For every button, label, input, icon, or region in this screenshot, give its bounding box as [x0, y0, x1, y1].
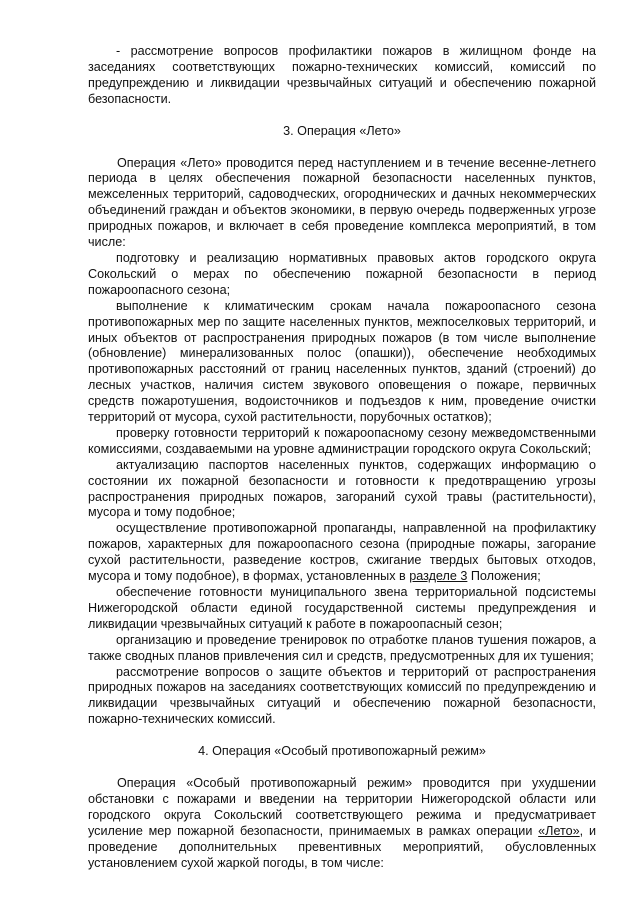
- section-3-item: выполнение к климатическим срокам начала пожароопасного сезона противопожарных мер по защите населенных пунктов, межпоселковых территорий, и иных объектов от распространения природных пожаров (в том числе выполнение (обновление) минерализованных полос (опашки)), обеспечение необходимых противопожарных расстояний от границ населенных пунктов, зданий (строений) до лесных участков, наличия систем звукового оповещения о пожаре, первичных средств пожаротушения, водоисточников и подъездов к ним, проведение очистки территорий от мусора, сухой растительности, порубочных остатков);: [88, 298, 596, 425]
- section-4-intro: [88, 776, 596, 871]
- propaganda-text-end: Положения;: [467, 569, 541, 584]
- propaganda-text-start: осуществление противопожарной пропаганды, направленной на профилактику пожаров, характерных для пожароопасного сезона (природные пожары, загорание сухой растительности, разведение костров, сжигание твердых бытовых отходов, мусора и тому подобное), в формах, установленных в: [88, 521, 596, 584]
- document-page: [88, 44, 596, 872]
- section-3-heading: 3. Операция «Лето»: [283, 123, 401, 138]
- section-3-intro: Операция «Лето» проводится перед наступлением и в течение весенне-летнего периода в целях обеспечения пожарной безопасности населенных пунктов, межселенных территорий, садоводческих, огороднических и дачных некоммерческих объединений граждан и объектов экономики, в первую очередь подверженных угрозе природных пожаров, и включает в себя проведение комплекса мероприятий, в том числе:: [88, 155, 596, 250]
- section-3-reference-link[interactable]: разделе 3: [409, 569, 468, 584]
- section-4-heading: 4. Операция «Особый противопожарный режим»: [198, 744, 486, 759]
- section-3-item: подготовку и реализацию нормативных правовых актов городского округа Сокольский о мерах по обеспечению пожарной безопасности в период пожароопасного сезона;: [88, 250, 596, 297]
- section-3-item: актуализацию паспортов населенных пунктов, содержащих информацию о состоянии их пожарной безопасности и готовности к предотвращению угрозы распространения природных пожаров, загораний сухой травы (растительности), мусора и тому подобное;: [88, 457, 596, 520]
- intro-list-item: - рассмотрение вопросов профилактики пожаров в жилищном фонде на заседаниях соответствующих пожарно-технических комиссий, комиссий по предупреждению и ликвидации чрезвычайных ситуаций и обеспечению пожарной безопасности.: [88, 44, 596, 106]
- section-4-intro-end: , и проведение дополнительных превентивных мероприятий, обусловленных установлением сухой жаркой погоды, в том числе:: [88, 823, 596, 870]
- operation-leto-link[interactable]: «Лето»: [538, 823, 580, 838]
- section-3-item: рассмотрение вопросов о защите объектов и территорий от распространения природных пожаров на заседаниях соответствующих комиссий по предупреждению и ликвидации чрезвычайных ситуаций и обеспечению пожарной безопасности, пожарно-технических комиссий.: [88, 664, 596, 727]
- section-4-intro-start: Операция «Особый противопожарный режим» проводится при ухудшении обстановки с пожарами и введении на территории Нижегородской области или городского округа Сокольский соответствующего режима и предусматривает усиление мер пожарной безопасности, принимаемых в рамках операции: [88, 776, 596, 838]
- section-3-item: организацию и проведение тренировок по отработке планов тушения пожаров, а также сводных планов привлечения сил и средств, предусмотренных для их тушения;: [88, 632, 596, 663]
- section-3-item: проверку готовности территорий к пожароопасному сезону межведомственными комиссиями, создаваемыми на уровне администрации городского округа Сокольский;: [88, 425, 596, 456]
- section-3-item: обеспечение готовности муниципального звена территориальной подсистемы Нижегородской области единой государственной системы предупреждения и ликвидации чрезвычайных ситуаций к работе в пожароопасный сезон;: [88, 585, 596, 631]
- section-3-item-propaganda: [88, 521, 596, 585]
